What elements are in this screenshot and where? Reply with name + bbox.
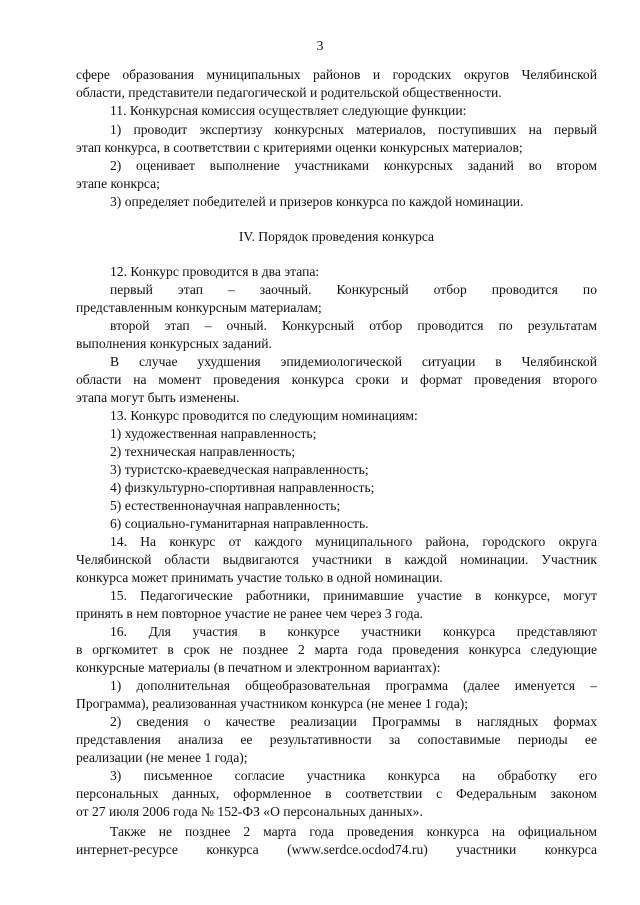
text-line: сфере образования муниципальных районов и городских округов Челябинской: [76, 67, 597, 82]
text-line: интернет-ресурсе конкурса (www.serdce.ocdod74.ru) участники конкурса: [76, 842, 597, 857]
text-line: Челябинской области выдвигаются участники в каждой номинации. Участник: [76, 552, 597, 567]
text-line: реализации (не менее 1 года);: [76, 750, 248, 765]
text-line: конкурсные материалы (в печатном и электронном вариантах):: [76, 660, 441, 675]
text-line: от 27 июля 2006 года № 152-ФЗ «О персональных данных».: [76, 804, 423, 819]
text-line: В случае ухудшения эпидемиологической ситуации в Челябинской: [110, 354, 597, 369]
text-line: 13. Конкурс проводится по следующим номинациям:: [110, 408, 418, 423]
text-line: области на момент проведения конкурса сроки и формат проведения второго: [76, 372, 597, 387]
text-line: в оргкомитет в срок не позднее 2 марта года проведения конкурса следующие: [76, 642, 597, 657]
text-line: конкурса может принимать участие только в одной номинации.: [76, 570, 443, 585]
list-item: 4) физкультурно-спортивная направленность;: [110, 480, 375, 495]
text-line: 1) проводит экспертизу конкурсных материалов, поступивших на первый: [110, 122, 597, 137]
text-line: 12. Конкурс проводится в два этапа:: [110, 264, 320, 279]
text-line: 1) дополнительная общеобразовательная программа (далее именуется –: [110, 678, 597, 693]
text-line: представления анализа ее результативности за сопоставимые периоды ее: [76, 732, 597, 747]
list-item: 5) естественнонаучная направленность;: [110, 498, 341, 513]
text-line: этапа могут быть изменены.: [76, 390, 240, 405]
text-line: области, представители педагогической и родительской общественности.: [76, 85, 502, 100]
list-item: 1) художественная направленность;: [110, 426, 317, 441]
text-line: принять в нем повторное участие не ранее чем через 3 года.: [76, 606, 424, 621]
text-line: Программа), реализованная участником конкурса (не менее 1 года);: [76, 696, 469, 711]
text-line: 11. Конкурсная комиссия осуществляет следующие функции:: [110, 103, 467, 118]
text-line: 14. На конкурс от каждого муниципального района, городского округа: [110, 534, 597, 549]
text-line: 16. Для участия в конкурсе участники конкурса представляют: [110, 624, 597, 639]
text-line: второй этап – очный. Конкурсный отбор проводится по результатам: [110, 318, 597, 333]
text-line: 15. Педагогические работники, принимавшие участие в конкурсе, могут: [110, 588, 597, 603]
list-item: 2) техническая направленность;: [110, 444, 296, 459]
text-line: выполнения конкурсных заданий.: [76, 336, 272, 351]
text-line: этап конкурса, в соответствии с критериями оценки конкурсных материалов;: [76, 140, 523, 155]
text-line: Также не позднее 2 марта года проведения конкурса на официальном: [110, 824, 597, 839]
text-line: 2) оценивает выполнение участниками конкурсных заданий во втором: [110, 158, 597, 173]
page-number: 3: [316, 38, 324, 53]
section-heading: IV. Порядок проведения конкурса: [238, 229, 435, 244]
text-line: этапе конкрса;: [76, 176, 160, 191]
text-line: 3) письменное согласие участника конкурса на обработку его: [110, 768, 597, 783]
text-line: персональных данных, оформленное в соответствии с Федеральным законом: [76, 786, 597, 801]
text-line: представленным конкурсным материалам;: [76, 300, 322, 315]
text-line: первый этап – заочный. Конкурсный отбор проводится по: [110, 282, 597, 297]
list-item: 3) туристско-краеведческая направленность;: [110, 462, 369, 477]
text-line: 3) определяет победителей и призеров конкурса по каждой номинации.: [110, 194, 524, 209]
text-line: 2) сведения о качестве реализации Программы в наглядных формах: [110, 714, 597, 729]
list-item: 6) социально-гуманитарная направленность.: [110, 516, 369, 531]
